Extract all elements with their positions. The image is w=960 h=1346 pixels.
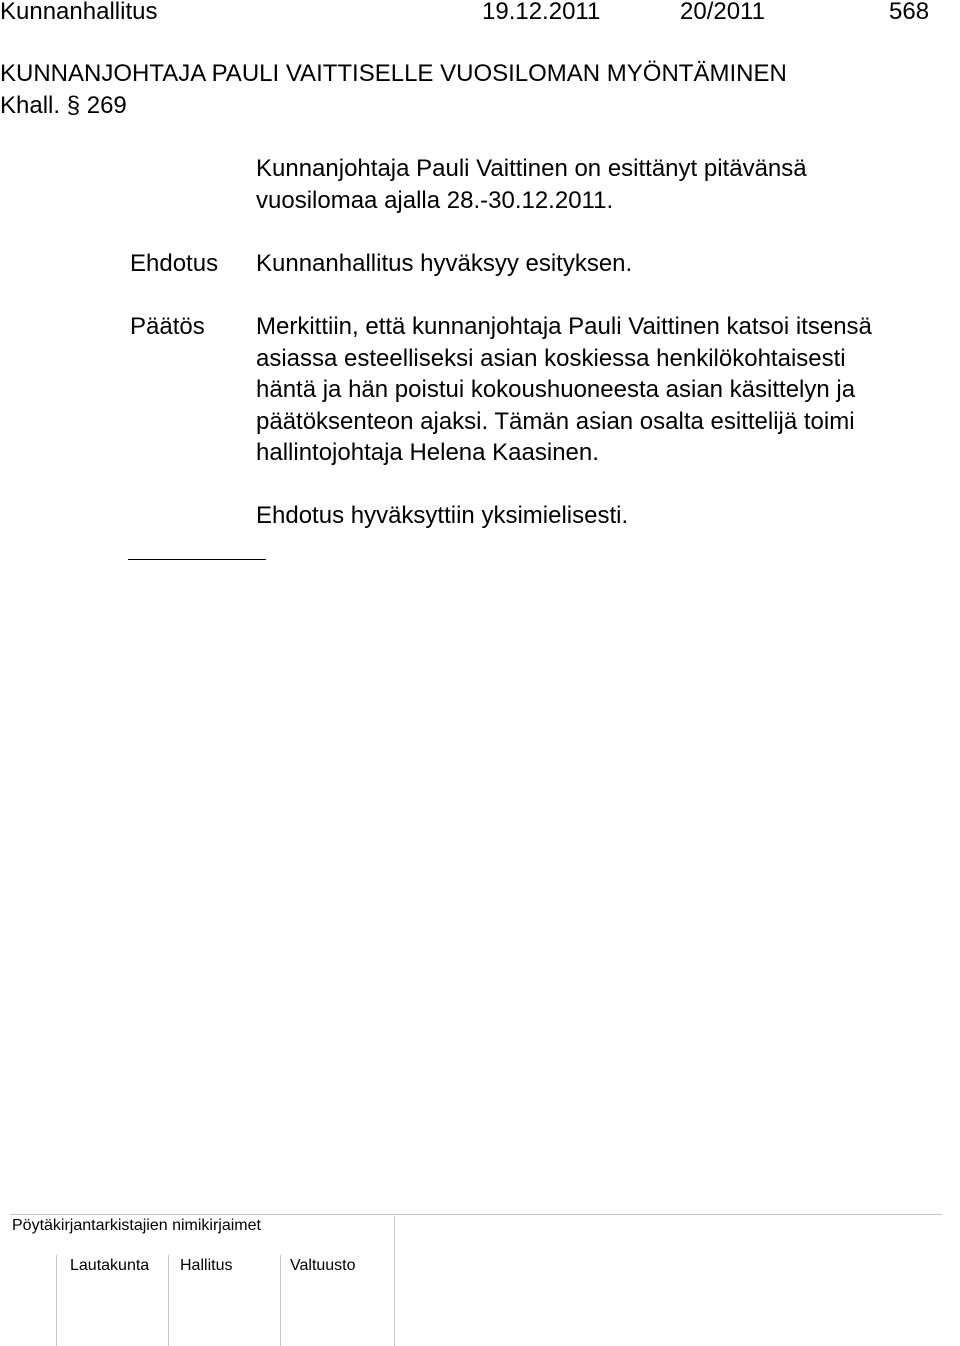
footer-column-divider	[394, 1216, 395, 1346]
proposal-label: Ehdotus	[130, 250, 219, 277]
proposal-paragraph	[256, 248, 956, 280]
footer-divider	[10, 1214, 942, 1215]
footer-title: Pöytäkirjantarkistajien nimikirjaimet	[12, 1217, 261, 1234]
footer-column-valtuusto: Valtuusto	[290, 1257, 356, 1274]
footer-column-divider	[168, 1255, 169, 1346]
decision-label: Päätös	[130, 313, 205, 340]
intro-line: vuosilomaa ajalla 28.-30.12.2011.	[256, 186, 614, 214]
intro-line: Kunnanjohtaja Pauli Vaittinen on esittänyt pitävänsä	[256, 155, 807, 182]
header-meeting-number: 20/2011	[680, 0, 765, 25]
footer-column-divider	[280, 1255, 281, 1346]
decision-line: Merkittiin, että kunnanjohtaja Pauli Vaittinen katsoi itsensä	[256, 313, 872, 340]
section-divider	[128, 559, 266, 560]
document-title: KUNNANJOHTAJA PAULI VAITTISELLE VUOSILOMAN MYÖNTÄMINEN	[0, 60, 787, 87]
intro-paragraph	[256, 153, 956, 216]
decision-line: päätöksenteon ajaksi. Tämän asian osalta esittelijä toimi	[256, 407, 855, 435]
decision-line: asiassa esteelliseksi asian koskiessa henkilökohtaisesti	[256, 344, 846, 372]
decision-paragraph	[256, 311, 956, 469]
header-body-name: Kunnanhallitus	[0, 0, 158, 25]
approval-text: Ehdotus hyväksyttiin yksimielisesti.	[256, 502, 629, 529]
decision-line: hallintojohtaja Helena Kaasinen.	[256, 439, 599, 467]
proposal-text: Kunnanhallitus hyväksyy esityksen.	[256, 250, 633, 277]
header-date: 19.12.2011	[482, 0, 601, 25]
footer-column-hallitus: Hallitus	[180, 1257, 233, 1274]
footer-column-divider	[56, 1255, 57, 1346]
section-reference: Khall. § 269	[0, 92, 127, 119]
decision-line: häntä ja hän poistui kokoushuoneesta asian käsittelyn ja	[256, 376, 856, 404]
header-page-number: 568	[889, 0, 930, 25]
approval-paragraph	[256, 500, 956, 532]
footer-column-lautakunta: Lautakunta	[70, 1257, 150, 1274]
